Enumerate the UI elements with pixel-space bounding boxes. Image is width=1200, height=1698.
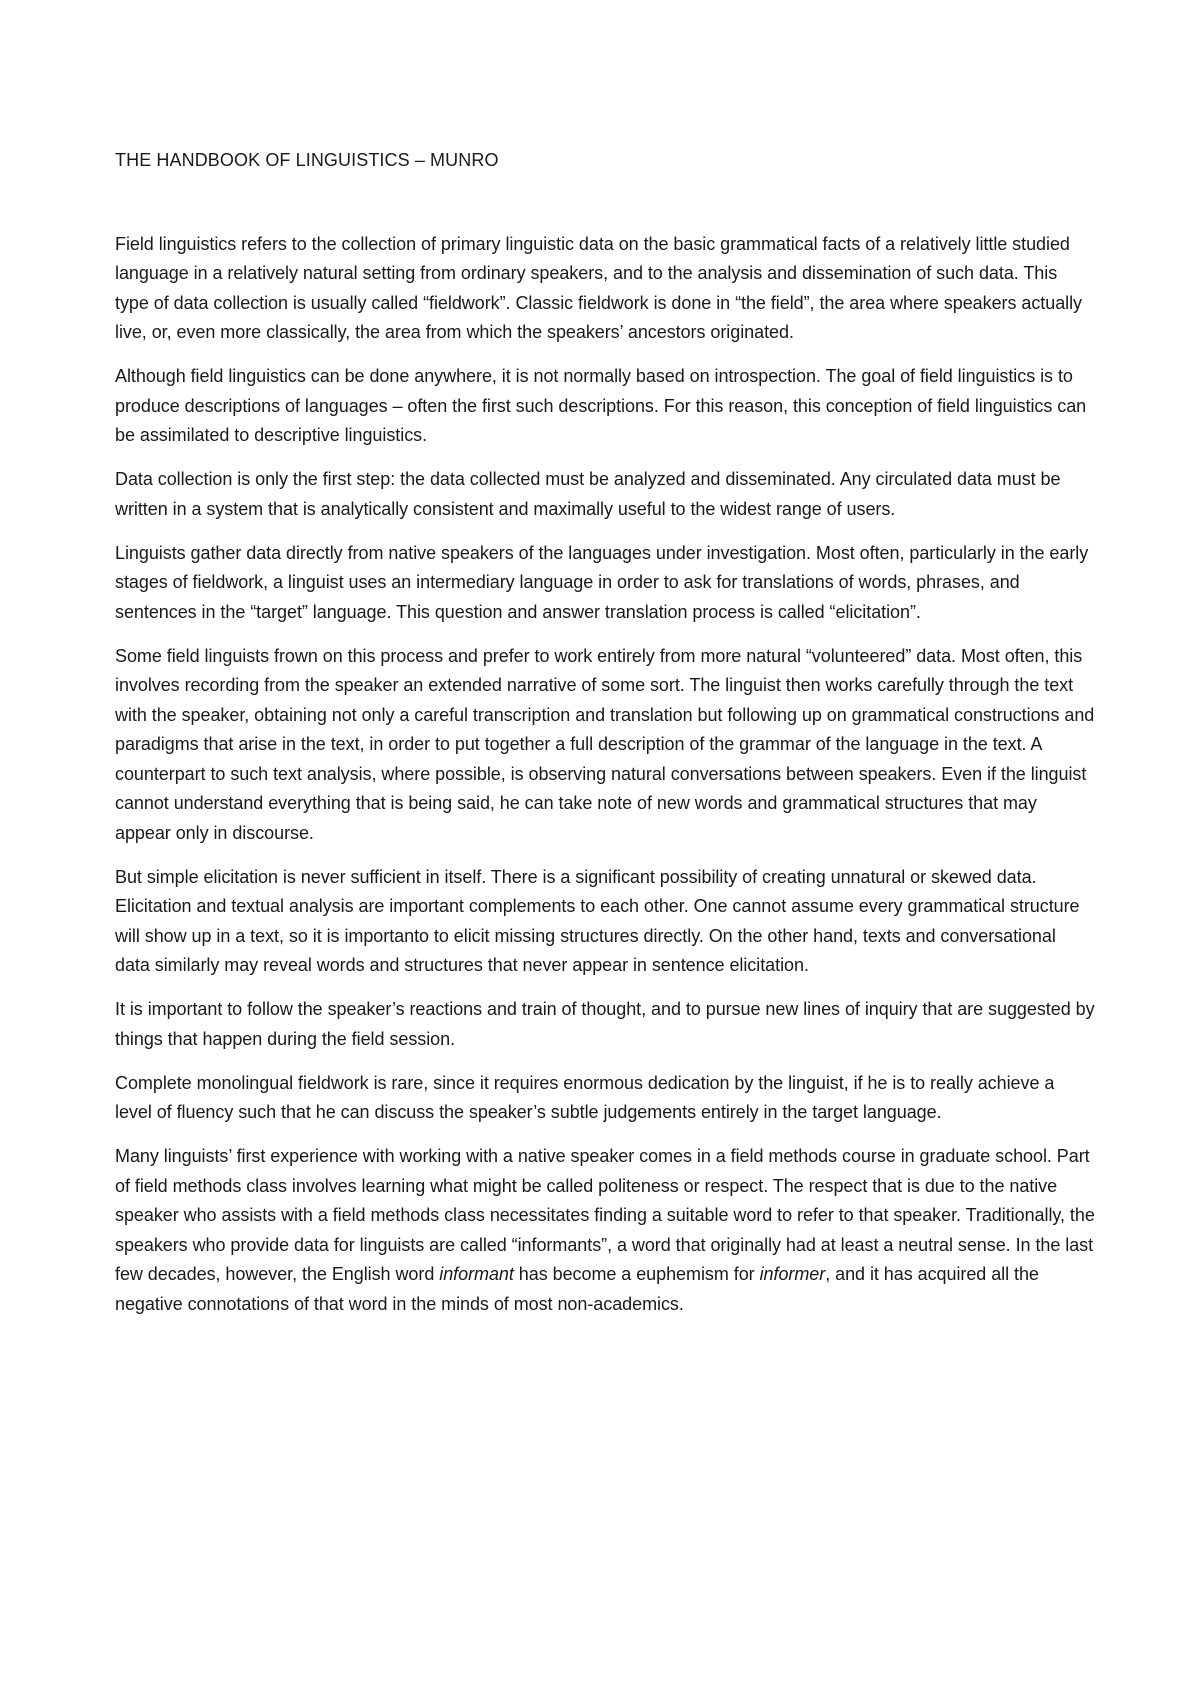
paragraph: But simple elicitation is never sufficient in itself. There is a significant possibility of creating unnatural or skewed data. Elicitation and textual analysis are important complements to each other. One cannot assume every grammatical structure will show up in a text, so it is importanto to elicit missing structures directly. On the other hand, texts and conversational data similarly may reveal words and structures that never appear in sentence elicitation. bbox=[115, 866, 1080, 975]
last-paragraph bbox=[115, 1142, 1095, 1319]
paragraph: Data collection is only the first step: the data collected must be analyzed and disseminated. Any circulated data must be written in a system that is analytically consistent and maximally useful to the widest range of users. bbox=[115, 469, 1061, 519]
paragraph-text: , and it has acquired all the negative connotations of that word in the minds of most non-academics. bbox=[115, 1264, 1039, 1314]
paragraph-text: has become a euphemism for bbox=[513, 1264, 760, 1284]
paragraph: Field linguistics refers to the collection of primary linguistic data on the basic grammatical facts of a relatively little studied language in a relatively natural setting from ordinary speakers, and to the analysis and dissemination of such data. This type of data collection is usually called “fieldwork”. Classic fieldwork is done in “the field”, the area where speakers actually live, or, even more classically, the area from which the speakers’ ancestors originated. bbox=[115, 233, 1083, 342]
paragraph: It is important to follow the speaker’s reactions and train of thought, and to pursue new lines of inquiry that are suggested by things that happen during the field session. bbox=[115, 999, 1095, 1049]
paragraph-text: Many linguists’ first experience with working with a native speaker comes in a field methods course in graduate school. Part of field methods class involves learning what might be called politeness or respect. The respect that is due to the native speaker who assists with a field methods class necessitates finding a suitable word to refer to that speaker. Traditionally, the speakers who provide data for linguists are called “informants”, a word that originally had at least a neutral sense. In the last few decades, however, the English word bbox=[115, 1146, 1095, 1284]
paragraph: Complete monolingual fieldwork is rare, since it requires enormous dedication by the linguist, if he is to really achieve a level of fluency such that he can discuss the speaker’s subtle judgements entirely in the target language. bbox=[115, 1072, 1055, 1122]
paragraph: Some field linguists frown on this process and prefer to work entirely from more natural “volunteered” data. Most often, this involves recording from the speaker an extended narrative of some sort. The linguist then works carefully through the text with the speaker, obtaining not only a careful transcription and translation but following up on grammatical constructions and paradigms that arise in the text, in order to put together a full description of the grammar of the language in the text. A counterpart to such text analysis, where possible, is observing natural conversations between speakers. Even if the linguist cannot understand everything that is being said, he can take note of new words and grammatical structures that may appear only in discourse. bbox=[115, 645, 1095, 843]
paragraph: Linguists gather data directly from native speakers of the languages under investigation. Most often, particularly in the early stages of fieldwork, a linguist uses an intermediary language in order to ask for translations of words, phrases, and sentences in the “target” language. This question and answer translation process is called “elicitation”. bbox=[115, 542, 1089, 622]
italic-term: informant bbox=[439, 1264, 514, 1284]
paragraph: Although field linguistics can be done anywhere, it is not normally based on introspection. The goal of field linguistics is to produce descriptions of languages – often the first such descriptions. For this reason, this conception of field linguistics can be assimilated to descriptive linguistics. bbox=[115, 366, 1087, 445]
document-title: THE HANDBOOK OF LINGUISTICS – MUNRO bbox=[115, 150, 499, 170]
document-body bbox=[115, 146, 1095, 1334]
italic-term: informer bbox=[759, 1264, 826, 1284]
